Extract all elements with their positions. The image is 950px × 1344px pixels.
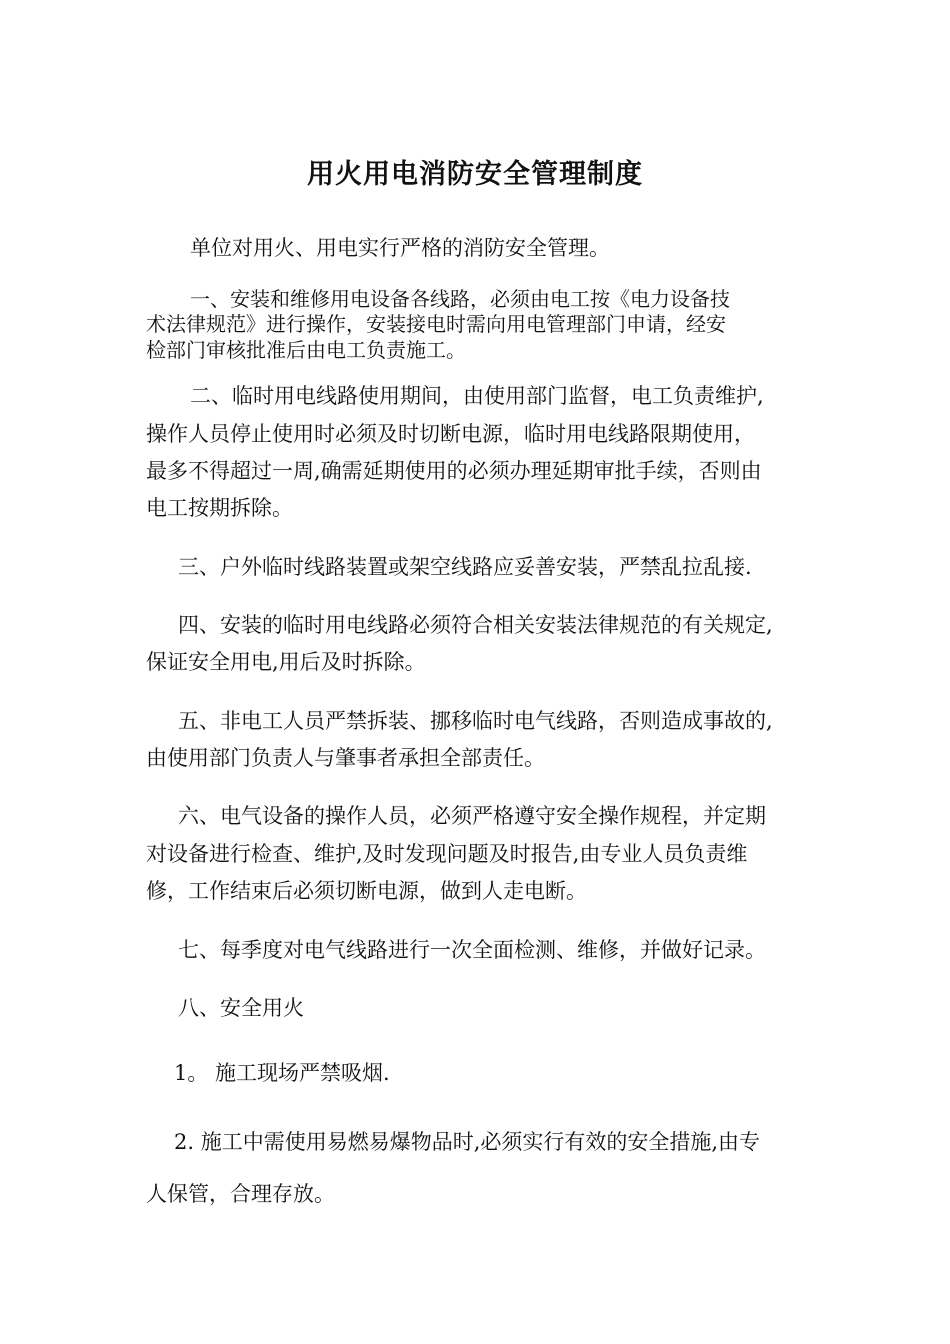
sub2-line1: 2. 施工中需使用易燃易爆物品时,必须实行有效的安全措施,由专 xyxy=(174,1130,761,1154)
item6-line2: 对设备进行检查、维护,及时发现问题及时报告,由专业人员负责维 xyxy=(146,842,748,866)
item7-line1: 七、每季度对电气线路进行一次全面检测、维修，并做好记录。 xyxy=(178,938,766,962)
intro-paragraph: 单位对用火、用电实行严格的消防安全管理。 xyxy=(190,236,610,260)
item6-line3: 修，工作结束后必须切断电源，做到人走电断。 xyxy=(146,879,587,903)
item1-line2: 术法律规范》进行操作，安装接电时需向用电管理部门申请，经安 xyxy=(146,312,726,336)
item2-line3: 最多不得超过一周,确需延期使用的必须办理延期审批手续，否则由 xyxy=(146,459,762,483)
sub2-line2: 人保管，合理存放。 xyxy=(146,1182,335,1206)
item3-line1: 三、户外临时线路装置或架空线路应妥善安装，严禁乱拉乱接. xyxy=(178,555,752,579)
item4-line1: 四、安装的临时用电线路必须符合相关安装法律规范的有关规定, xyxy=(178,613,773,637)
item2-line2: 操作人员停止使用时必须及时切断电源，临时用电线路限期使用， xyxy=(146,422,755,446)
item5-line2: 由使用部门负责人与肇事者承担全部责任。 xyxy=(146,746,545,770)
item4-line2: 保证安全用电,用后及时拆除。 xyxy=(146,650,426,674)
item1-line3: 检部门审核批准后由电工负责施工。 xyxy=(146,338,466,362)
item2-line4: 电工按期拆除。 xyxy=(146,496,293,520)
item2-line1: 二、临时用电线路使用期间，由使用部门监督，电工负责维护, xyxy=(190,384,764,408)
item8-heading: 八、安全用火 xyxy=(178,996,304,1020)
sub1-line1: 1。 施工现场严禁吸烟. xyxy=(174,1061,390,1085)
item1-line1: 一、安装和维修用电设备各线路，必须由电工按《电力设备技 xyxy=(190,287,730,311)
item6-line1: 六、电气设备的操作人员，必须严格遵守安全操作规程，并定期 xyxy=(178,804,766,828)
item5-line1: 五、非电工人员严禁拆装、挪移临时电气线路，否则造成事故的, xyxy=(178,709,773,733)
document-title: 用火用电消防安全管理制度 xyxy=(307,159,643,190)
